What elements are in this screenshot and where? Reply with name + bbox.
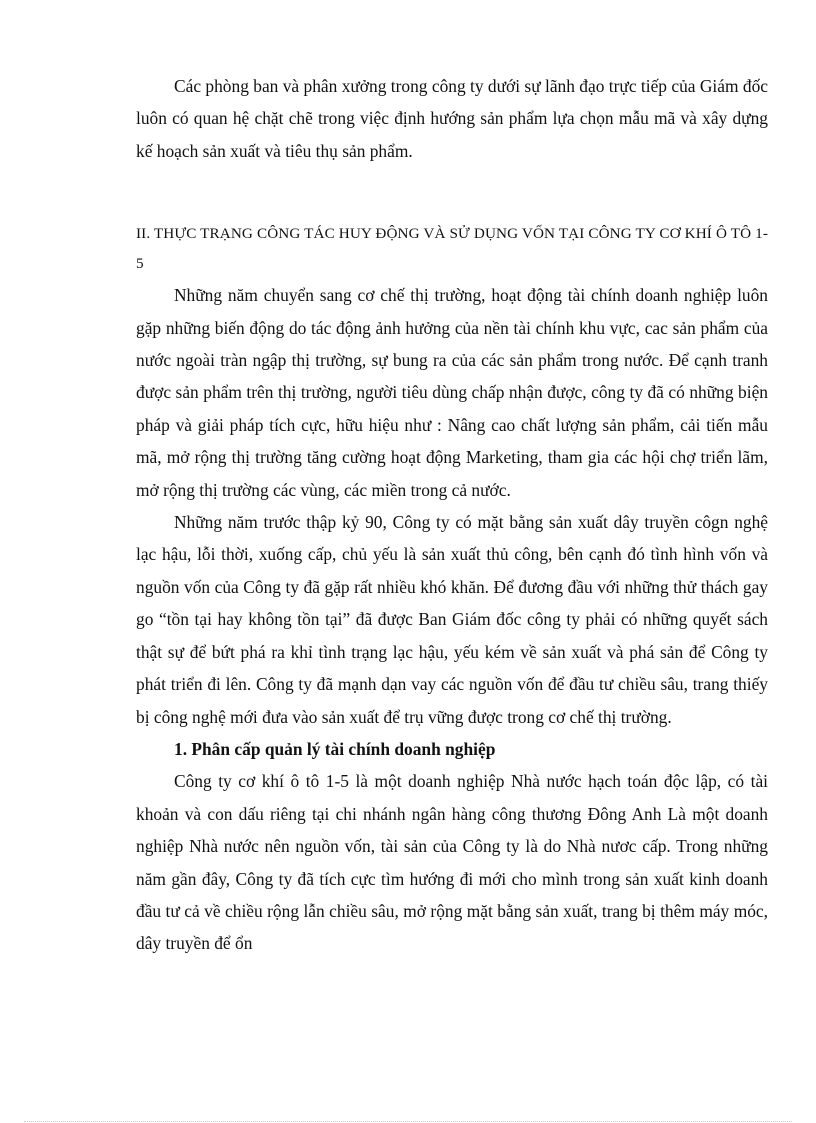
section-heading: II. THỰC TRẠNG CÔNG TÁC HUY ĐỘNG VÀ SỬ DỤNG VỐN TẠI CÔNG TY CƠ KHÍ Ô TÔ 1-5 bbox=[136, 225, 768, 273]
document-page bbox=[136, 70, 768, 960]
subsection-heading: 1. Phân cấp quản lý tài chính doanh nghiệp bbox=[174, 738, 496, 759]
paragraph-company: Công ty cơ khí ô tô 1-5 là một doanh nghiệp Nhà nước hạch toán độc lập, có tài khoản và con dấu riêng tại chi nhánh ngân hàng công thương Đông Anh Là một doanh nghiệp Nhà nước nên nguồn vốn, tài sản của Công ty là do Nhà nươc cấp. Trong những năm gần đây, Công ty đã tích cực tìm hướng đi mới cho mình trong sản xuất kinh doanh đầu tư cả về chiều rộng lẫn chiều sâu, mở rộng mặt bằng sản xuất, trang bị thêm máy móc, dây truyền để ổn bbox=[136, 771, 768, 954]
page-bottom-divider bbox=[24, 1121, 792, 1122]
paragraph-history: Những năm trước thập kỷ 90, Công ty có mặt bằng sản xuất dây truyền côgn nghệ lạc hậu, lỗi thời, xuống cấp, chủ yếu là sản xuất thủ công, bên cạnh đó tình hình vốn và nguồn vốn của Công ty đã gặp rất nhiều khó khăn. Để đương đầu với những thử thách gay go “tồn tại hay không tồn tại” đã được Ban Giám đốc công ty phải có những quyết sách thật sự để bứt phá ra khỉ tình trạng lạc hậu, yếu kém về sản xuất và phá sản để Công ty phát triển đi lên. Công ty đã mạnh dạn vay các nguồn vốn để đầu tư chiều sâu, trang thiếy bị công nghệ mới đưa vào sản xuất để trụ vững được trong cơ chế thị trường. bbox=[136, 512, 768, 727]
paragraph-market: Những năm chuyển sang cơ chế thị trường, hoạt động tài chính doanh nghiệp luôn gặp những biến động do tác động ảnh hưởng của nền tài chính khu vực, cac sản phẩm của nước ngoài tràn ngập thị trường, sự bung ra của các sản phẩm trong nước. Để cạnh tranh được sản phẩm trên thị trường, người tiêu dùng chấp nhận được, công ty đã có những biện pháp và giải pháp tích cực, hữu hiệu như : Nâng cao chất lượng sản phẩm, cải tiến mẫu mã, mở rộng thị trường tăng cường hoạt động Marketing, tham gia các hội chợ triển lãm, mở rộng thị trường các vùng, các miền trong cả nước. bbox=[136, 285, 768, 500]
paragraph-intro: Các phòng ban và phân xưởng trong công ty dưới sự lãnh đạo trực tiếp của Giám đốc luôn có quan hệ chặt chẽ trong việc định hướng sản phẩm lựa chọn mẫu mã và xây dựng kế hoạch sản xuất và tiêu thụ sản phẩm. bbox=[136, 76, 768, 161]
